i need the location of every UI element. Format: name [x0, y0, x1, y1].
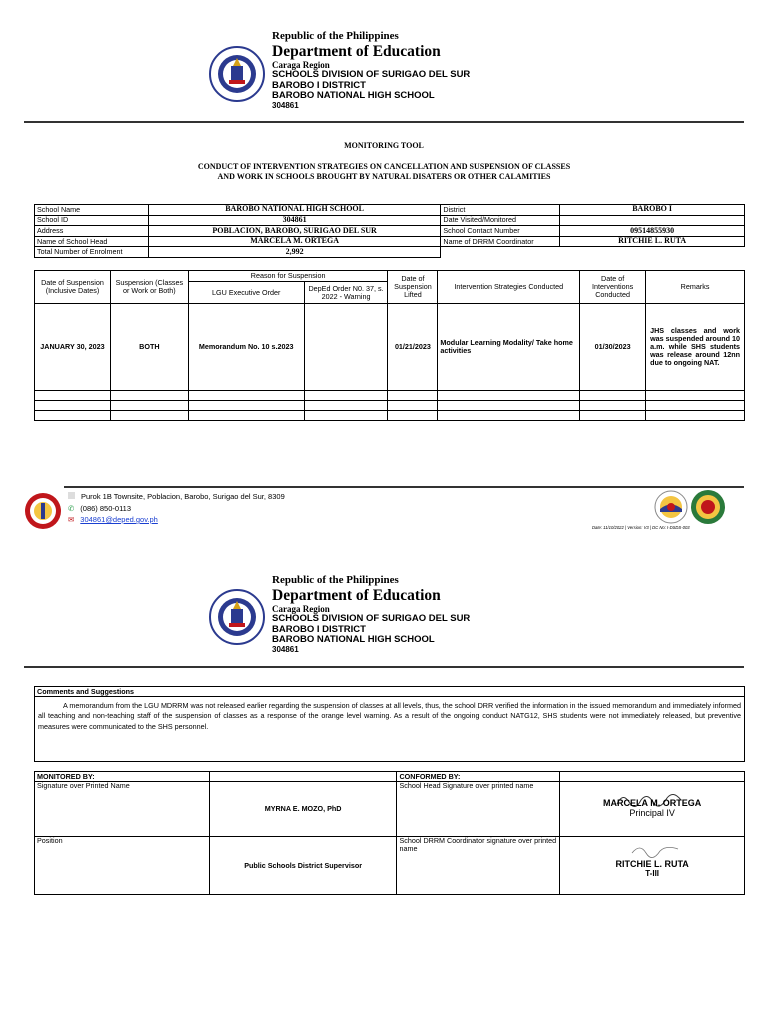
district-label: BAROBO I DISTRICT — [272, 623, 366, 635]
cell-remarks: JHS classes and work was suspended around 10 a.m. while SHS students was release around 12nn due to ongoing NAT. — [646, 304, 745, 391]
contact-label: School Contact Number — [441, 226, 560, 237]
table-row — [35, 837, 745, 895]
drrm-position: T-III — [645, 869, 660, 879]
division-logo-icon — [690, 489, 726, 525]
table-row — [35, 391, 745, 401]
head-sig-label: School Head Signature over printed name — [397, 782, 560, 837]
school-id-label: 304861 — [272, 644, 299, 654]
district-label: BAROBO I DISTRICT — [272, 79, 366, 91]
cell-suspension: BOTH — [110, 304, 188, 391]
cell-date-interventions: 01/30/2023 — [580, 304, 646, 391]
footer-phone-text: (086) 850-0113 — [80, 504, 132, 513]
footer-address — [68, 492, 285, 501]
header-page-1 — [0, 30, 768, 125]
header-lgu: LGU Executive Order — [188, 282, 304, 304]
division-label: SCHOOLS DIVISION OF SURIGAO DEL SUR — [272, 69, 471, 81]
region-label: Caraga Region — [272, 59, 330, 70]
header-text — [272, 574, 470, 655]
comments-body: A memorandum from the LGU MDRRM was not released earlier regarding the suspension of classes at all levels, thus, the school DRR verified the information in the issued memorandum and immediately informed all teaching and non-teaching staff of the suspension of classes as a response of the orange level warning. As a result of the ongoing conduct NATG12, SHS students were not immediately released, but preventive measures were communicated to the SHS personnel. — [38, 701, 741, 731]
mail-icon: ✉ — [68, 515, 75, 524]
cell-date-lifted: 01/21/2023 — [388, 304, 438, 391]
school-info-table — [34, 204, 745, 258]
drrm-label: Name of DRRM Coordinator — [441, 236, 560, 247]
deped-seal-icon — [209, 46, 265, 102]
school-id-label: 304861 — [272, 100, 299, 110]
head-name: MARCELA M. ORTEGA — [603, 798, 702, 809]
header-intervention: Intervention Strategies Conducted — [438, 271, 580, 304]
cell-lgu: Memorandum No. 10 s.2023 — [188, 304, 304, 391]
table-row — [35, 401, 745, 411]
comments-box — [34, 686, 745, 762]
address-label: Address — [35, 226, 149, 237]
drrm-value: RITCHIE L. RUTA — [560, 236, 745, 247]
cell-deped — [304, 304, 388, 391]
header-suspension: Suspension (Classes or Work or Both) — [110, 271, 188, 304]
school-logo-icon — [24, 492, 62, 530]
republic-label: Republic of the Philippines — [272, 30, 399, 42]
table-row — [35, 772, 745, 782]
phone-icon: ✆ — [68, 504, 75, 513]
table-row — [35, 215, 745, 226]
footer-email-link[interactable]: 304861@deped.gov.ph — [80, 515, 158, 524]
table-row — [35, 226, 745, 237]
enrolment-value: 2,992 — [148, 247, 441, 258]
region-label: Caraga Region — [272, 603, 330, 614]
drrm-sig-label: School DRRM Coordinator signature over printed name — [397, 837, 560, 895]
footer-phone — [68, 504, 131, 513]
enrolment-label: Total Number of Enrolment — [35, 247, 149, 258]
department-title: Department of Education — [272, 42, 441, 60]
header-date-suspension: Date of Suspension (Inclusive Dates) — [35, 271, 111, 304]
table-row — [35, 411, 745, 421]
school-head-label: Name of School Head — [35, 236, 149, 247]
header-page-2 — [0, 574, 768, 669]
position-label: Position — [35, 837, 210, 895]
monitored-by-label: MONITORED BY: — [35, 772, 210, 782]
header-deped: DepEd Order N0. 37, s. 2022 - Warning — [304, 282, 388, 304]
header-remarks: Remarks — [646, 271, 745, 304]
header-rule — [24, 121, 744, 123]
header-date-lifted: Date of Suspension Lifted — [388, 271, 438, 304]
head-signature-cell — [560, 782, 745, 837]
deped-seal-icon — [209, 589, 265, 645]
head-position: Principal IV — [629, 808, 675, 818]
table-row — [35, 782, 745, 837]
footer-email[interactable] — [68, 515, 158, 524]
sig-label: Signature over Printed Name — [35, 782, 210, 837]
cell-intervention: Modular Learning Modality/ Take home activities — [438, 304, 580, 391]
location-icon — [68, 492, 75, 499]
drrm-signature-cell — [560, 837, 745, 895]
school-name-value: BAROBO NATIONAL HIGH SCHOOL — [148, 205, 441, 216]
department-title: Department of Education — [272, 586, 441, 604]
date-visited-label: Date Visited/Monitored — [441, 215, 560, 226]
republic-label: Republic of the Philippines — [272, 574, 399, 586]
table-row — [35, 205, 745, 216]
comments-heading: Comments and Suggestions — [35, 687, 744, 697]
empty-cell — [441, 247, 560, 258]
school-label: BAROBO NATIONAL HIGH SCHOOL — [272, 634, 435, 646]
district-label-cell: District — [441, 205, 560, 216]
division-label: SCHOOLS DIVISION OF SURIGAO DEL SUR — [272, 613, 471, 625]
district-value: BAROBO I — [560, 205, 745, 216]
table-row — [35, 247, 745, 258]
header-reason: Reason for Suspension — [188, 271, 388, 282]
school-label: BAROBO NATIONAL HIGH SCHOOL — [272, 90, 435, 102]
doc-subtitle-1: CONDUCT OF INTERVENTION STRATEGIES ON CANCELLATION AND SUSPENSION OF CLASSES — [197, 162, 571, 171]
drrm-signature-icon — [630, 841, 680, 859]
signature-table — [34, 771, 745, 895]
header-text — [272, 30, 470, 111]
cell-date-suspension: JANUARY 30, 2023 — [35, 304, 111, 391]
table-header-row — [35, 271, 745, 282]
school-id-value: 304861 — [148, 215, 441, 226]
footer-address-text: Purok 1B Townsite, Poblacion, Barobo, Surigao del Sur, 8309 — [81, 492, 285, 501]
header-date-interventions: Date of Interventions Conducted — [580, 271, 646, 304]
monitor-position: Public Schools District Supervisor — [209, 837, 397, 895]
footer-rule — [64, 486, 744, 488]
doc-info: Date: 11/10/2022 | Version: V3 | DC No: I-DSDS-003 — [592, 525, 690, 530]
table-row — [35, 236, 745, 247]
empty-cell — [560, 247, 745, 258]
table-row — [35, 304, 745, 391]
bagong-pilipinas-logo-icon — [654, 490, 688, 524]
school-id-label-cell: School ID — [35, 215, 149, 226]
date-visited-value — [560, 215, 745, 226]
header-rule — [24, 666, 744, 668]
school-name-label: School Name — [35, 205, 149, 216]
conformed-by-label: CONFORMED BY: — [397, 772, 560, 782]
address-value: POBLACION, BAROBO, SURIGAO DEL SUR — [148, 226, 441, 237]
doc-subtitle-2: AND WORK IN SCHOOLS BROUGHT BY NATURAL DISATERS OR OTHER CALAMITIES — [217, 172, 551, 181]
contact-value: 09514855930 — [560, 226, 745, 237]
doc-title: MONITORING TOOL — [344, 141, 424, 150]
drrm-name: RITCHIE L. RUTA — [615, 859, 689, 870]
school-head-value: MARCELA M. ORTEGA — [148, 236, 441, 247]
monitor-name: MYRNA E. MOZO, PhD — [209, 782, 397, 837]
suspension-table — [34, 270, 745, 421]
